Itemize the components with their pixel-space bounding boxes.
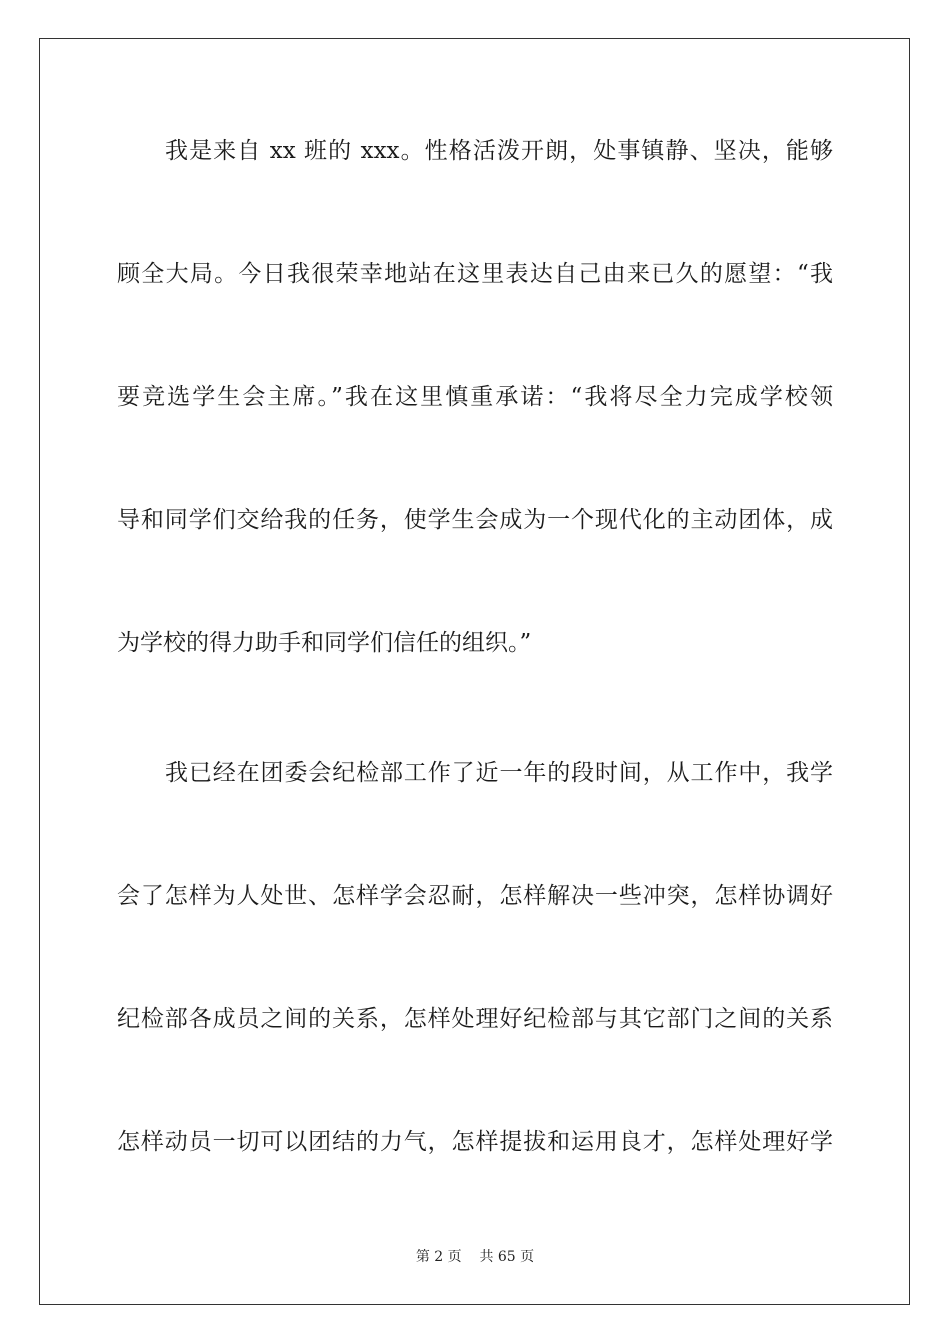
paragraph-2-line-3: 纪检部各成员之间的关系，怎样处理好纪检部与其它部门之间的关系 (117, 1006, 833, 1032)
paragraph-1-line-5: 为学校的得力助手和同学们信任的组织。” (117, 630, 532, 656)
page-footer (0, 1246, 950, 1266)
page-border (39, 38, 910, 1305)
paragraph-1-line-4: 导和同学们交给我的任务，使学生会成为一个现代化的主动团体，成 (117, 507, 833, 533)
paragraph-1-line-3: 要竞选学生会主席。”我在这里慎重承诺：“我将尽全力完成学校领 (117, 384, 833, 410)
paragraph-1-line-2: 顾全大局。今日我很荣幸地站在这里表达自己由来已久的愿望：“我 (117, 261, 833, 287)
paragraph-2-line-2: 会了怎样为人处世、怎样学会忍耐，怎样解决一些冲突，怎样协调好 (117, 883, 833, 909)
paragraph-1-line-1: 我是来自 xx 班的 xxx。性格活泼开朗，处事镇静、坚决，能够 (165, 138, 833, 164)
paragraph-2-line-1: 我已经在团委会纪检部工作了近一年的段时间，从工作中，我学 (165, 760, 833, 786)
page-total: 共 65 页 (479, 1249, 535, 1265)
paragraph-2-line-4: 怎样动员一切可以团结的力气，怎样提拔和运用良才，怎样处理好学 (117, 1129, 833, 1155)
page-number: 第 2 页 (415, 1249, 462, 1265)
